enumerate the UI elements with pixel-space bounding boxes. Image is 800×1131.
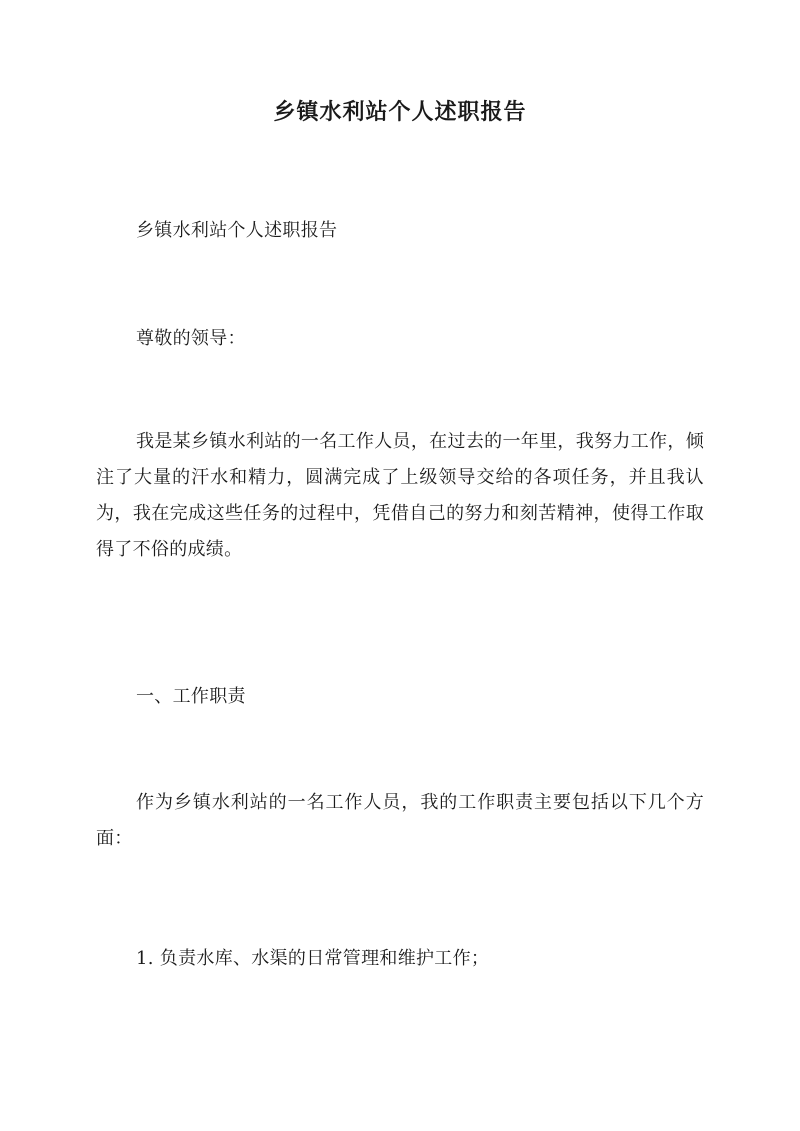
duty-item-1: 1. 负责水库、水渠的日常管理和维护工作； <box>136 948 490 969</box>
document-title: 乡镇水利站个人述职报告 <box>273 99 527 125</box>
section-heading: 一、工作职责 <box>136 686 246 707</box>
duties-intro-paragraph: 作为乡镇水利站的一名工作人员，我的工作职责主要包括以下几个方面： <box>96 792 704 849</box>
intro-paragraph: 我是某乡镇水利站的一名工作人员，在过去的一年里，我努力工作，倾注了大量的汗水和精力，圆满完成了上级领导交给的各项任务，并且我认为，我在完成这些任务的过程中，凭借自己的努力和刻苦精神，使得工作取得了不俗的成绩。 <box>96 431 704 560</box>
subtitle-paragraph: 乡镇水利站个人述职报告 <box>136 220 338 241</box>
greeting-paragraph: 尊敬的领导： <box>136 328 246 349</box>
